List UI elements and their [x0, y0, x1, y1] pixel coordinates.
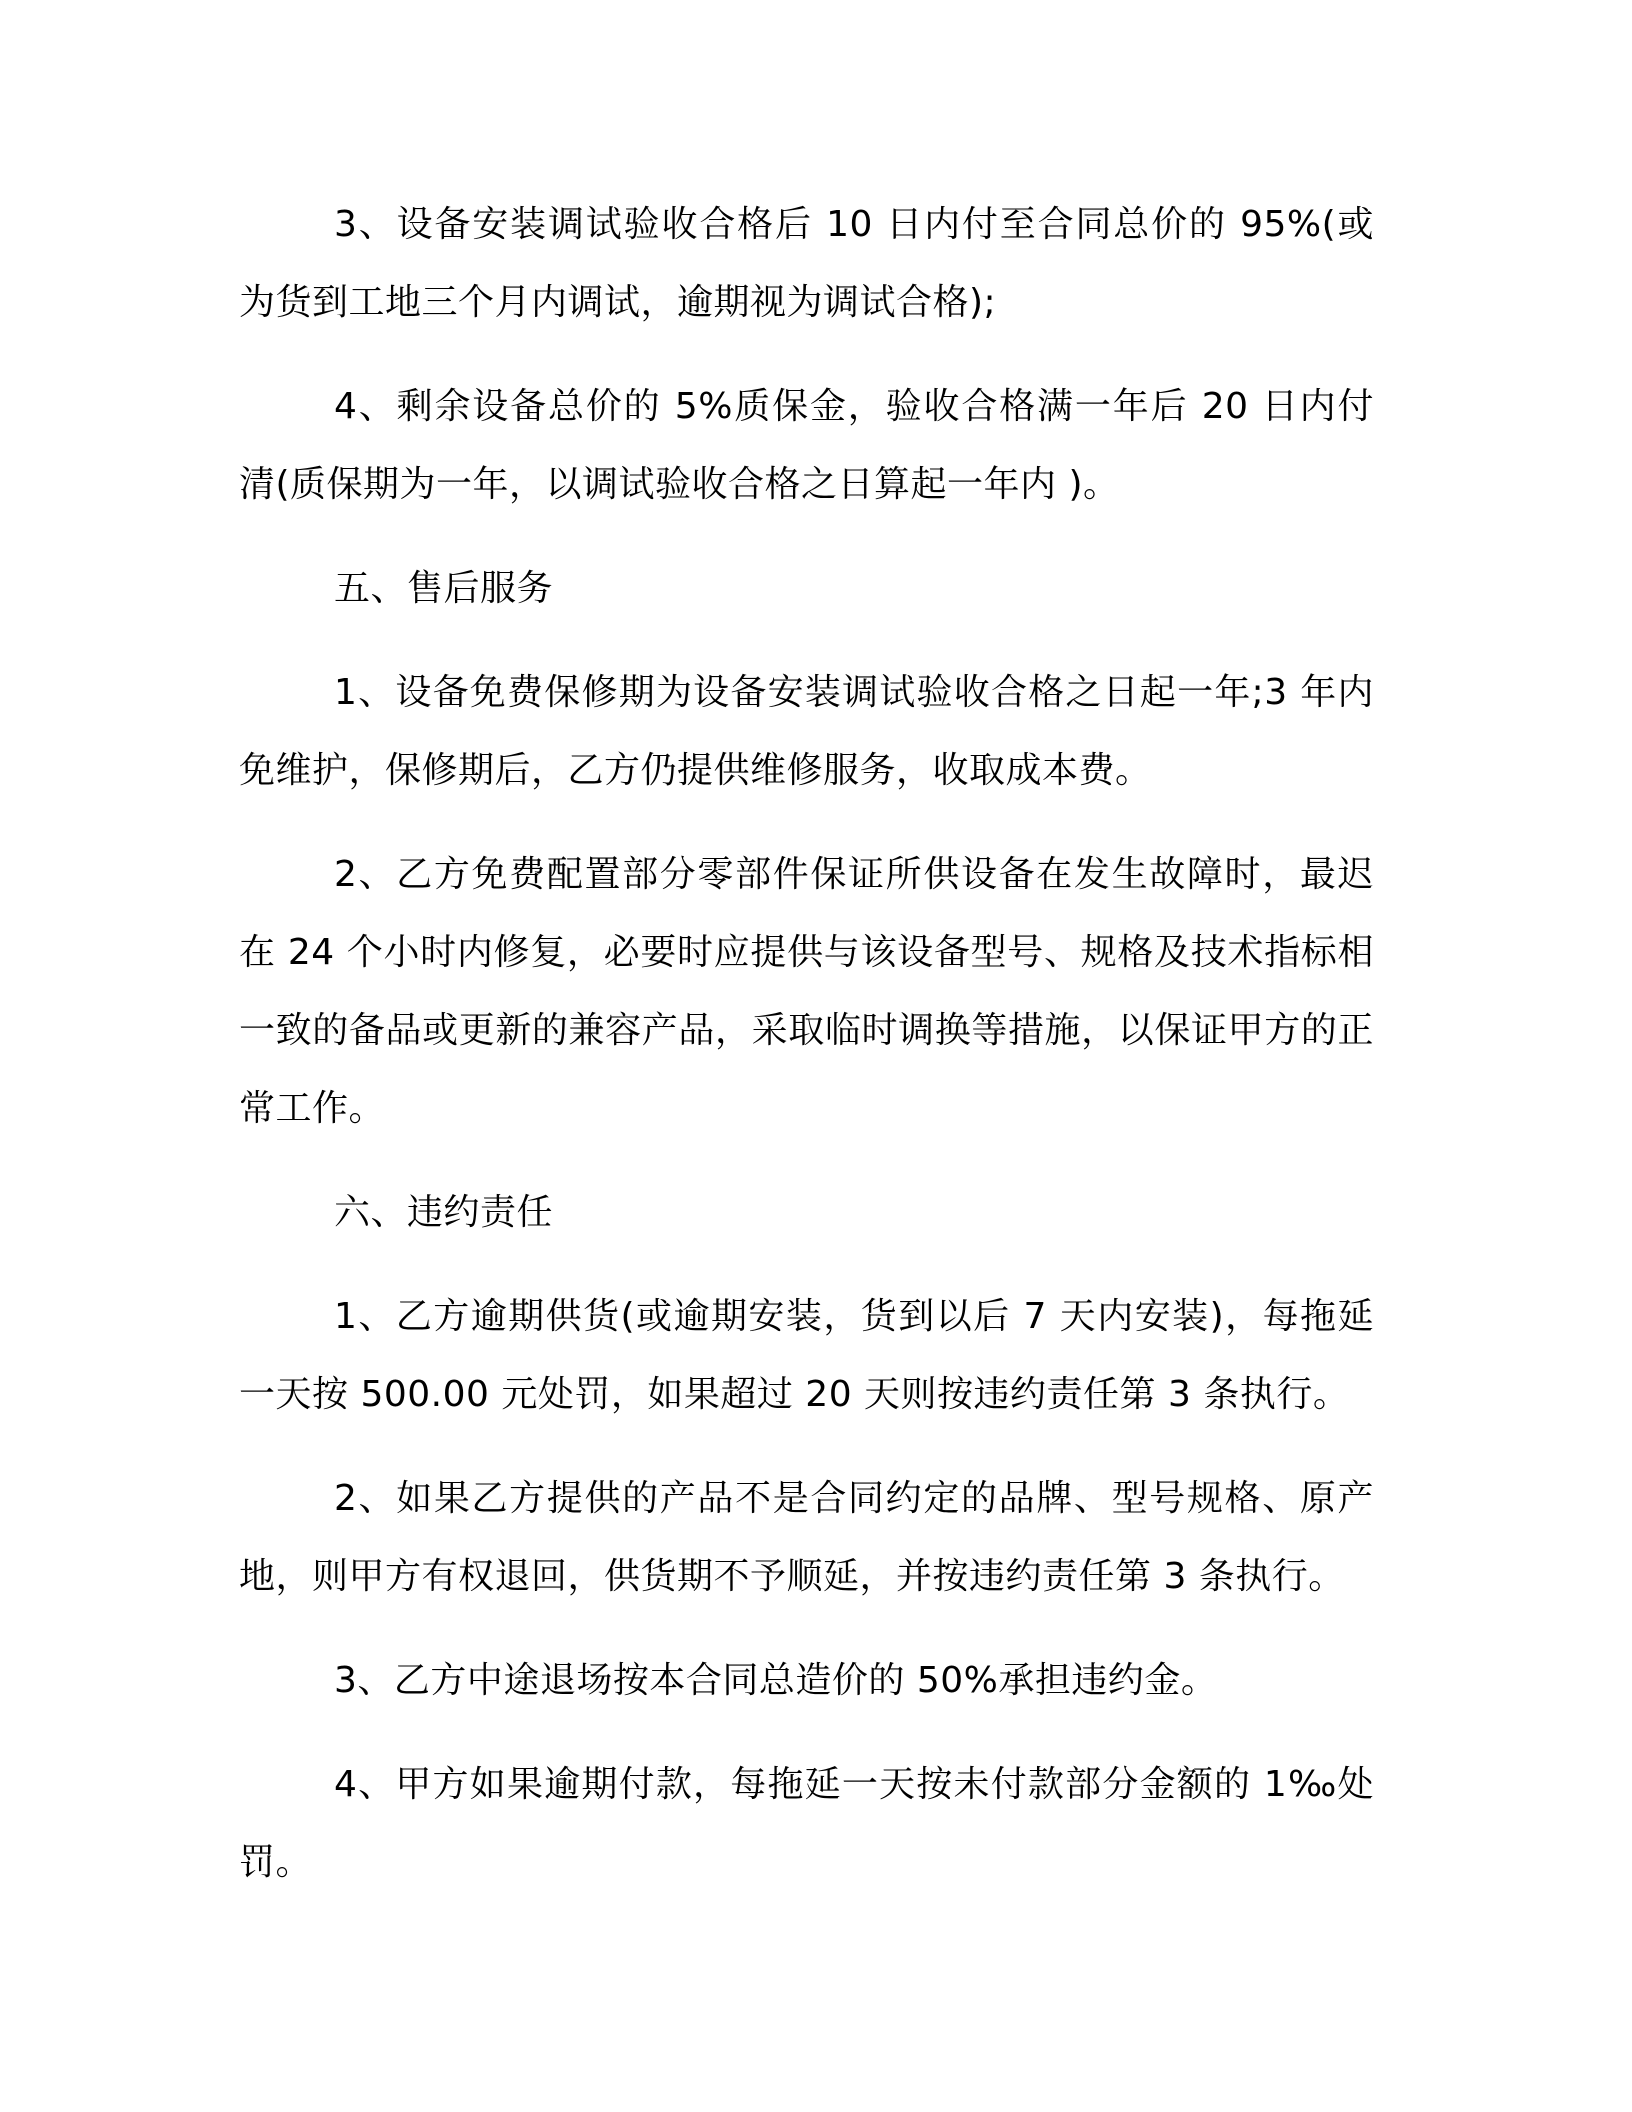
clause-liability-4: 4、甲方如果逾期付款，每拖延一天按未付款部分金额的 1‰处罚。	[239, 1764, 1374, 1883]
section-heading-after-sales: 五、售后服务	[334, 568, 554, 609]
document-body	[239, 186, 1374, 1902]
clause-after-sales-2: 2、乙方免费配置部分零部件保证所供设备在发生故障时，最迟在 24 个小时内修复，必要时应提供与该设备型号、规格及技术指标相一致的备品或更新的兼容产品，采取临时调换等措施，以保证甲方的正常工作。	[239, 854, 1374, 1129]
section-heading-liability: 六、违约责任	[334, 1192, 554, 1233]
clause-after-sales-1: 1、设备免费保修期为设备安装调试验收合格之日起一年;3 年内免维护，保修期后，乙方仍提供维修服务，收取成本费。	[239, 672, 1374, 791]
clause-liability-1: 1、乙方逾期供货(或逾期安装，货到以后 7 天内安装)，每拖延一天按 500.00 元处罚，如果超过 20 天则按违约责任第 3 条执行。	[239, 1296, 1374, 1415]
clause-liability-2: 2、如果乙方提供的产品不是合同约定的品牌、型号规格、原产地，则甲方有权退回，供货期不予顺延，并按违约责任第 3 条执行。	[239, 1478, 1374, 1597]
clause-payment-4: 4、剩余设备总价的 5%质保金，验收合格满一年后 20 日内付清(质保期为一年，以调试验收合格之日算起一年内 )。	[239, 386, 1374, 505]
clause-payment-3: 3、设备安装调试验收合格后 10 日内付至合同总价的 95%(或为货到工地三个月内调试，逾期视为调试合格);	[239, 204, 1374, 323]
clause-liability-3: 3、乙方中途退场按本合同总造价的 50%承担违约金。	[334, 1660, 1218, 1701]
